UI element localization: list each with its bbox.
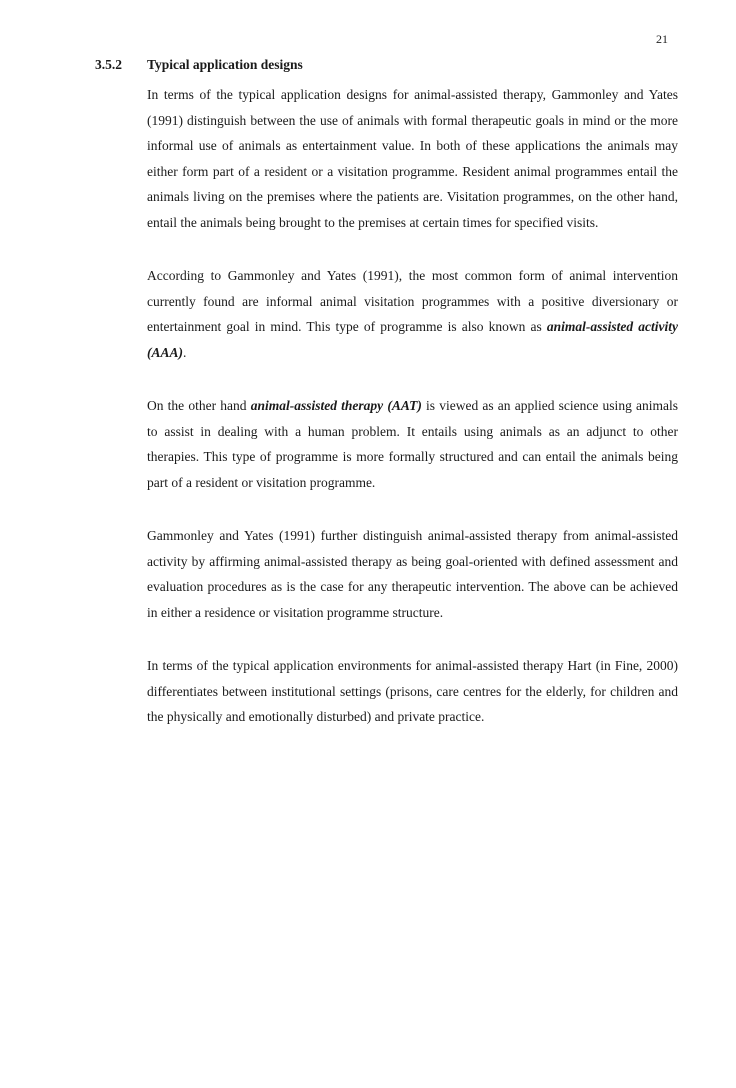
page-number: 21: [656, 32, 668, 46]
term-aaa: animal-assisted activity (AAA): [147, 319, 678, 360]
paragraph-2: [147, 263, 678, 365]
section-heading: [95, 57, 303, 73]
paragraph-1: In terms of the typical application designs for animal-assisted therapy, Gammonley and Yates (1991) distinguish between the use of animals with formal therapeutic goals in mind or the more informal use of animals as entertainment value. In both of these applications the animals may either form part of a resident or a visitation programme. Resident animal programmes entail the animals living on the premises where the patients are. Visitation programmes, on the other hand, entail the animals being brought to the premises at certain times for specified visits.: [147, 87, 678, 230]
paragraph-4: Gammonley and Yates (1991) further distinguish animal-assisted therapy from animal-assisted activity by affirming animal-assisted therapy as being goal-oriented with defined assessment and evaluation procedures as is the case for any therapeutic intervention. The above can be achieved in either a residence or visitation programme structure.: [147, 528, 678, 620]
paragraph-3: [147, 393, 678, 495]
section-number: 3.5.2: [95, 57, 122, 72]
paragraph-2-end: .: [183, 344, 187, 360]
term-aat: animal-assisted therapy (AAT): [250, 398, 422, 413]
body-text: [147, 82, 678, 758]
paragraph-3-start: On the other hand: [147, 398, 251, 413]
paragraph-5: In terms of the typical application environments for animal-assisted therapy Hart (in Fine, 2000) differentiates between institutional settings (prisons, care centres for the elderly, for children and the physically and emotionally disturbed) and private practice.: [147, 658, 678, 724]
paragraph-2-text: According to Gammonley and Yates (1991), the most common form of animal intervention currently found are informal animal visitation programmes with a positive diversionary or entertainment goal in mind. This type of programme is also known as: [147, 268, 678, 334]
section-title: Typical application designs: [147, 57, 303, 72]
paragraph-3-text: is viewed as an applied science using animals to assist in dealing with a human problem. It entails using animals as an adjunct to other therapies. This type of programme is more formally structured and can entail the animals being part of a resident or visitation programme.: [147, 398, 678, 490]
